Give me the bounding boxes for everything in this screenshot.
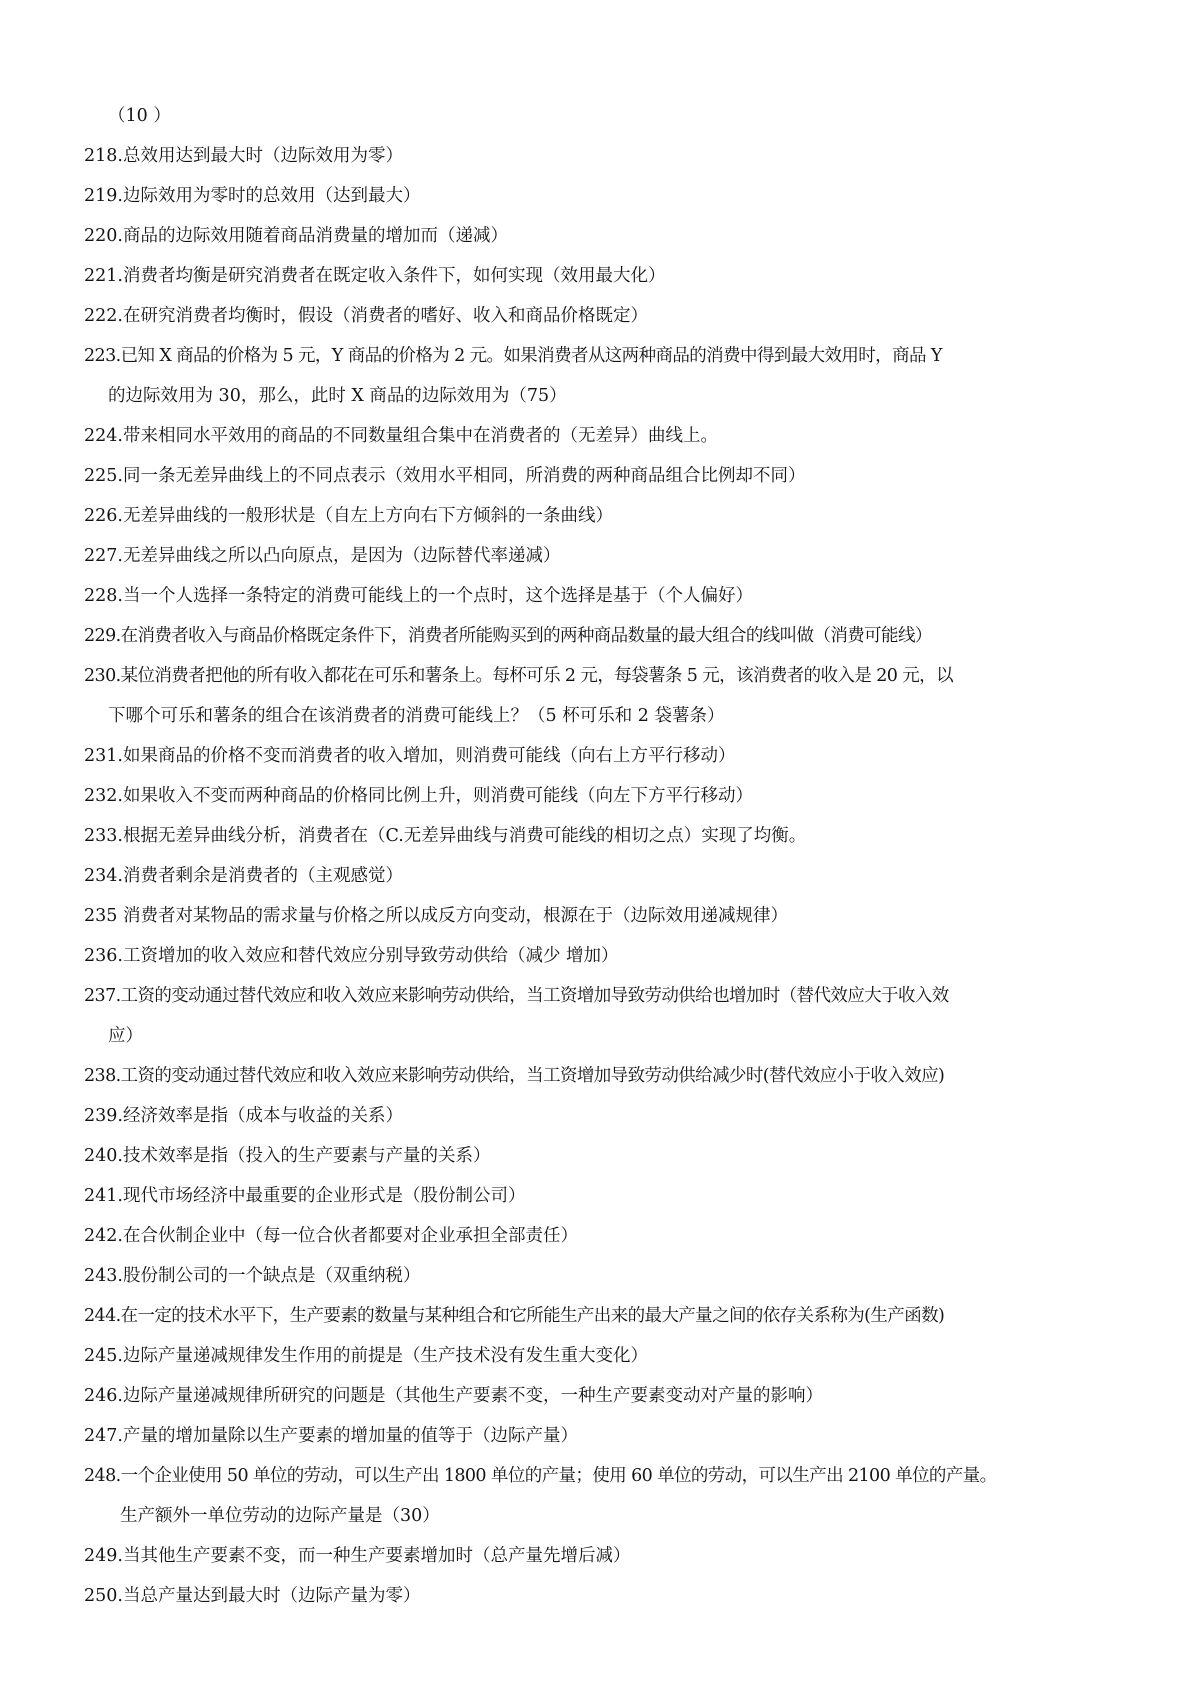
question-line-225: 225.同一条无差异曲线上的不同点表示（效用水平相同，所消费的两种商品组合比例却不同）: [84, 466, 806, 486]
question-line-235: 235 消费者对某物品的需求量与价格之所以成反方向变动，根源在于（边际效用递减规律）: [84, 906, 788, 926]
question-line-228: 228.当一个人选择一条特定的消费可能线上的一个点时，这个选择是基于（个人偏好）: [84, 586, 753, 606]
question-line-234: 234.消费者剩余是消费者的（主观感觉）: [84, 866, 403, 886]
question-line-250: 250.当总产量达到最大时（边际产量为零）: [84, 1586, 421, 1606]
question-line-247: 247.产量的增加量除以生产要素的增加量的值等于（边际产量）: [84, 1426, 578, 1446]
question-line-222: 222.在研究消费者均衡时，假设（消费者的嗜好、收入和商品价格既定）: [84, 306, 648, 326]
question-line-240: 240.技术效率是指（投入的生产要素与产量的关系）: [84, 1146, 491, 1166]
question-line-218: 218.总效用达到最大时（边际效用为零）: [84, 146, 403, 166]
question-line-230-continued: 下哪个可乐和薯条的组合在该消费者的消费可能线上？（5 杯可乐和 2 袋薯条）: [108, 706, 725, 726]
question-line-246: 246.边际产量递减规律所研究的问题是（其他生产要素不变，一种生产要素变动对产量的影响）: [84, 1386, 823, 1406]
question-list: [84, 96, 1144, 1616]
question-line-233: 233.根据无差异曲线分析，消费者在（C.无差异曲线与消费可能线的相切之点）实现了均衡。: [84, 826, 807, 846]
question-line-227: 227.无差异曲线之所以凸向原点，是因为（边际替代率递减）: [84, 546, 561, 566]
question-line-249: 249.当其他生产要素不变，而一种生产要素增加时（总产量先增后减）: [84, 1546, 631, 1566]
question-line-238: 238.工资的变动通过替代效应和收入效应来影响劳动供给，当工资增加导致劳动供给减少时(替代效应小于收入效应): [84, 1066, 945, 1086]
question-line-224: 224.带来相同水平效用的商品的不同数量组合集中在消费者的（无差异）曲线上。: [84, 426, 718, 446]
question-line-245: 245.边际产量递减规律发生作用的前提是（生产技术没有发生重大变化）: [84, 1346, 648, 1366]
question-line-242: 242.在合伙制企业中（每一位合伙者都要对企业承担全部责任）: [84, 1226, 578, 1246]
question-line-229: 229.在消费者收入与商品价格既定条件下，消费者所能购买到的两种商品数量的最大组合的线叫做（消费可能线）: [84, 626, 932, 646]
question-line-220: 220.商品的边际效用随着商品消费量的增加而（递减）: [84, 226, 508, 246]
question-line-219: 219.边际效用为零时的总效用（达到最大）: [84, 186, 421, 206]
question-line-230: 230.某位消费者把他的所有收入都花在可乐和薯条上。每杯可乐 2 元，每袋薯条 5 元，该消费者的收入是 20 元，以: [84, 666, 953, 686]
question-line-239: 239.经济效率是指（成本与收益的关系）: [84, 1106, 403, 1126]
question-line-236: 236.工资增加的收入效应和替代效应分别导致劳动供给（减少 增加）: [84, 946, 619, 966]
question-line-221: 221.消费者均衡是研究消费者在既定收入条件下，如何实现（效用最大化）: [84, 266, 666, 286]
answer-line: （10 ）: [108, 106, 171, 126]
question-line-243: 243.股份制公司的一个缺点是（双重纳税）: [84, 1266, 421, 1286]
question-line-244: 244.在一定的技术水平下，生产要素的数量与某种组合和它所能生产出来的最大产量之间的依存关系称为(生产函数): [84, 1306, 945, 1326]
question-line-237: 237.工资的变动通过替代效应和收入效应来影响劳动供给，当工资增加导致劳动供给也增加时（替代效应大于收入效: [84, 986, 949, 1006]
question-line-223: 223.已知 X 商品的价格为 5 元，Y 商品的价格为 2 元。如果消费者从这两种商品的消费中得到最大效用时，商品 Y: [84, 346, 942, 366]
question-line-237-continued: 应）: [108, 1026, 143, 1046]
question-line-231: 231.如果商品的价格不变而消费者的收入增加，则消费可能线（向右上方平行移动）: [84, 746, 736, 766]
question-line-248-continued: 生产额外一单位劳动的边际产量是（30）: [120, 1506, 440, 1526]
question-line-226: 226.无差异曲线的一般形状是（自左上方向右下方倾斜的一条曲线）: [84, 506, 613, 526]
question-line-232: 232.如果收入不变而两种商品的价格同比例上升，则消费可能线（向左下方平行移动）: [84, 786, 753, 806]
question-line-248: 248.一个企业使用 50 单位的劳动，可以生产出 1800 单位的产量；使用 60 单位的劳动，可以生产出 2100 单位的产量。: [84, 1466, 997, 1486]
question-line-241: 241.现代市场经济中最重要的企业形式是（股份制公司）: [84, 1186, 526, 1206]
question-line-223-continued: 的边际效用为 30，那么，此时 X 商品的边际效用为（75）: [108, 386, 567, 406]
